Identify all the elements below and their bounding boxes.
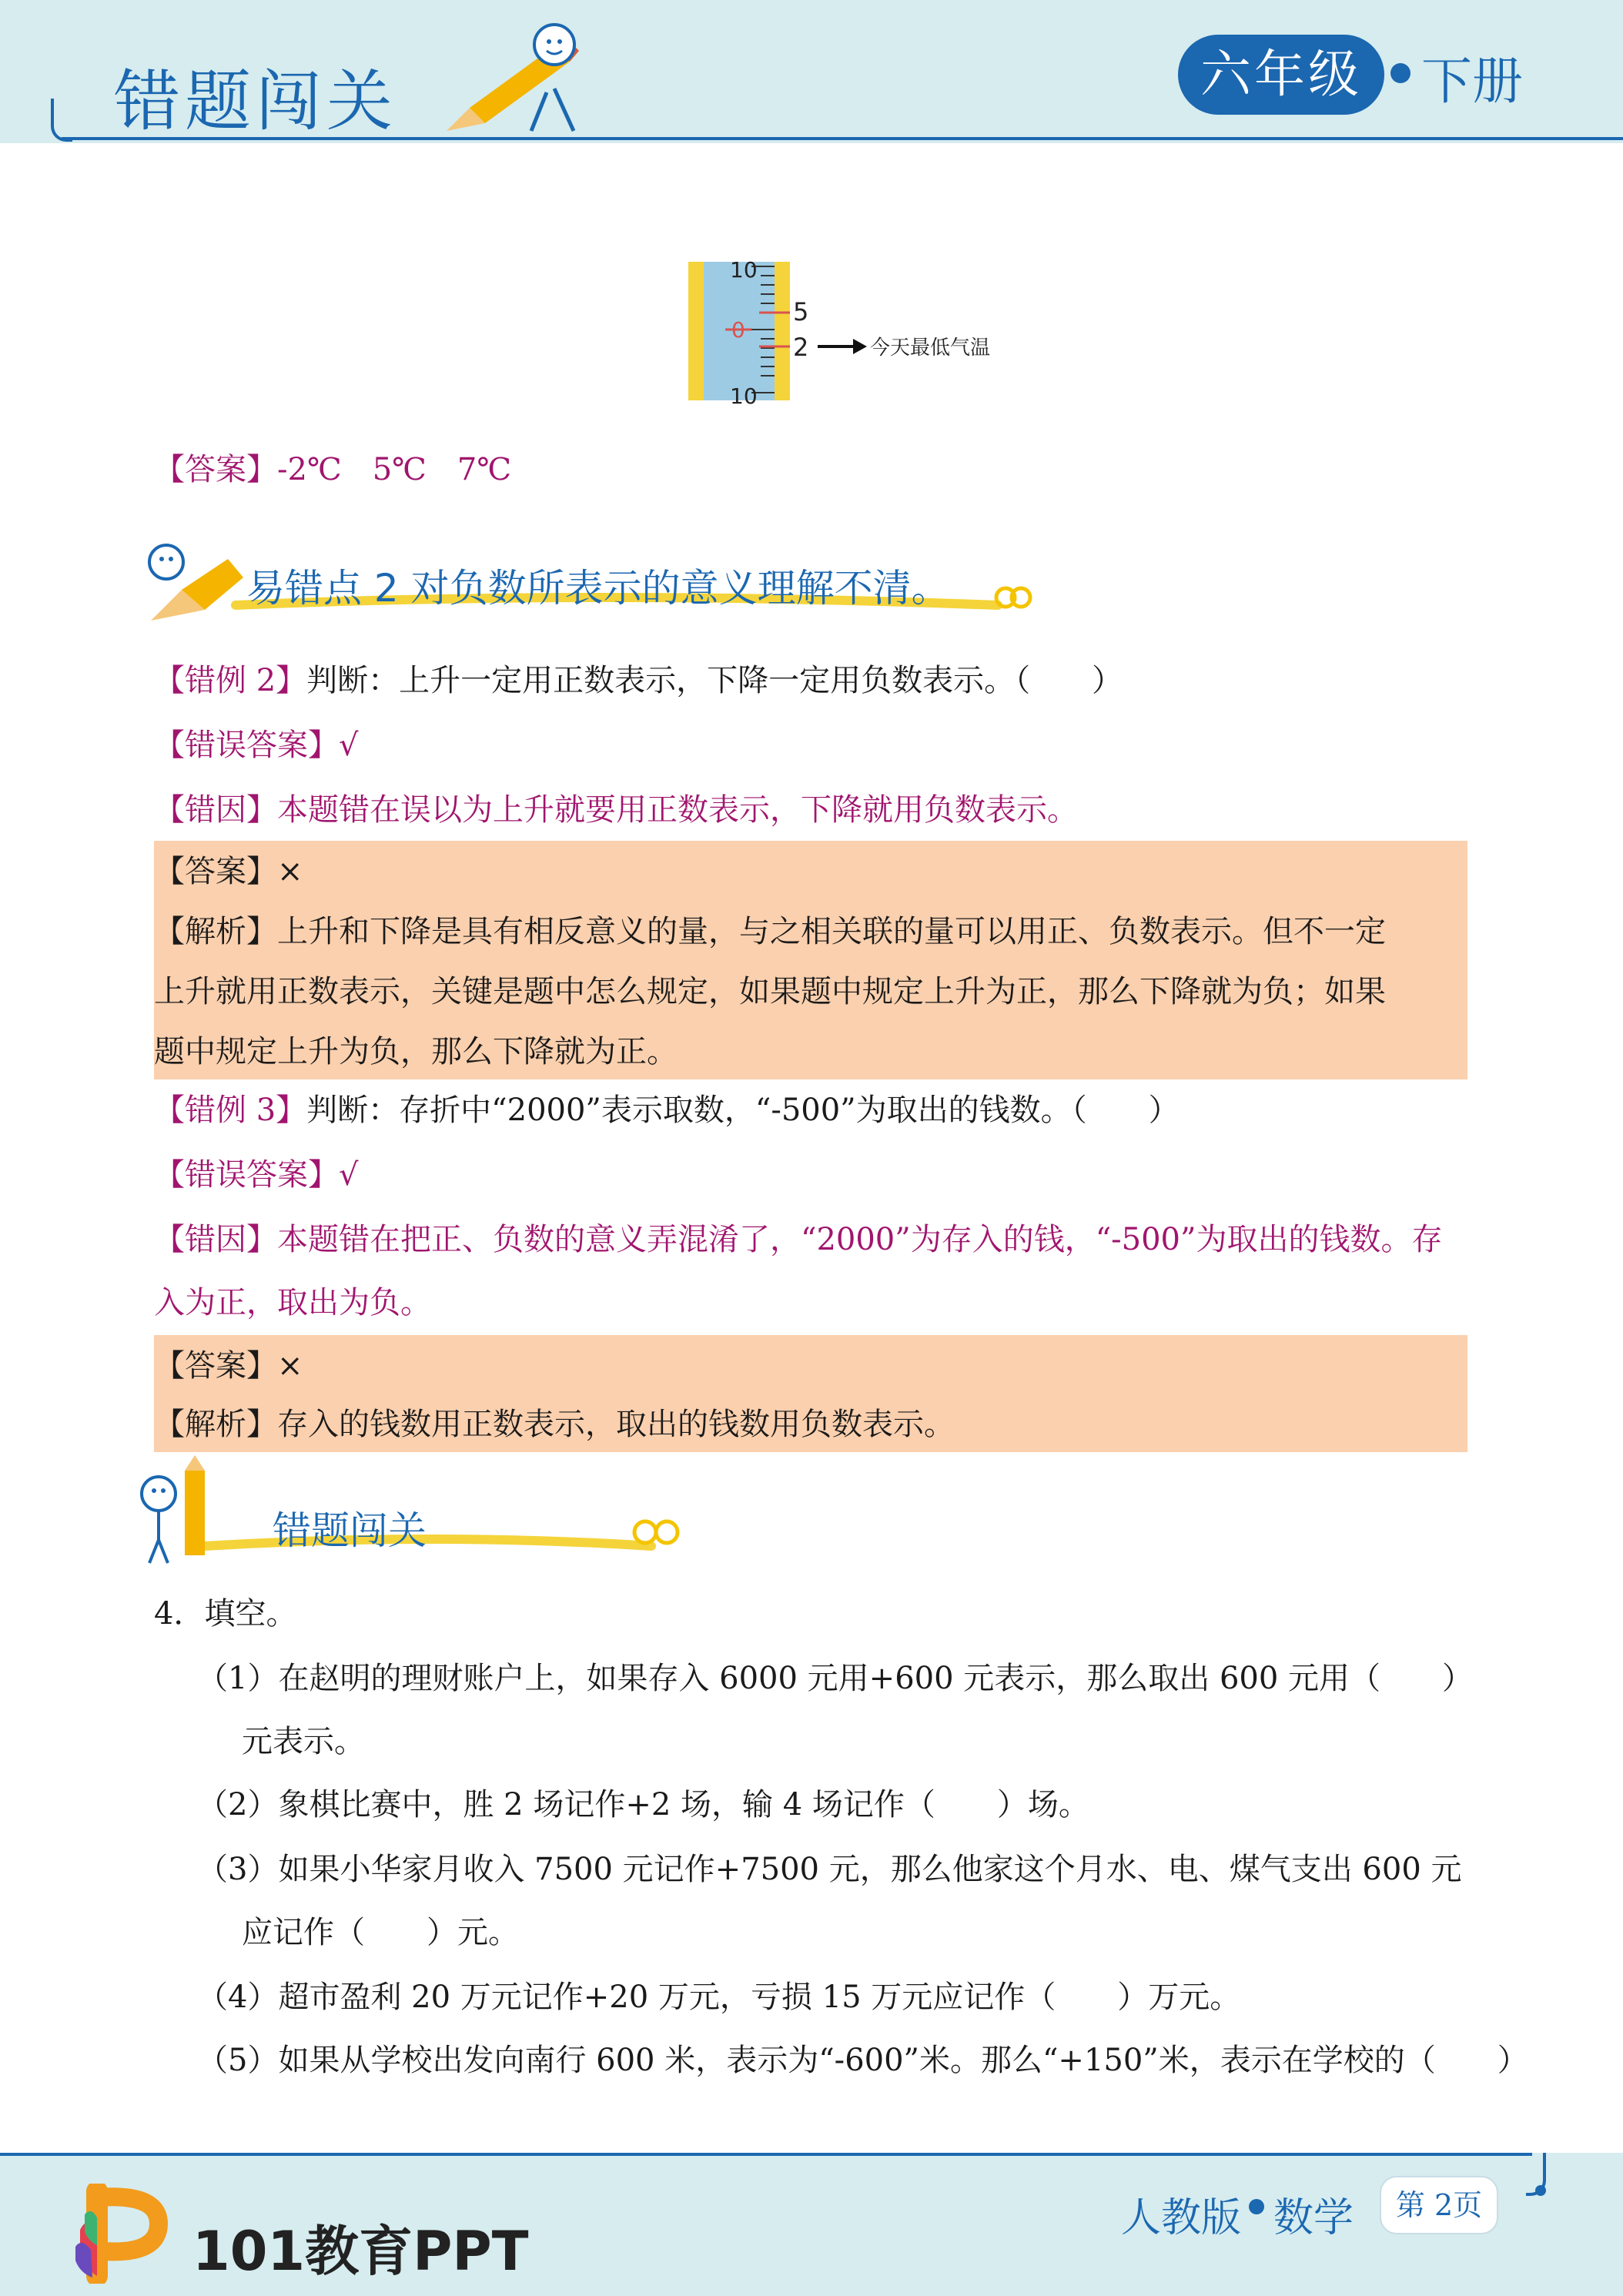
grade-separator-dot	[1390, 63, 1411, 83]
question-4-item-5: （5）如果从学校出发向南行 600 米，表示为“-600”米。那么“+150”米，表示在学校的（ ）	[197, 2043, 1528, 2078]
example-2-explanation-2: 上升就用正数表示，关键是题中怎么规定，如果题中规定上升为正，那么下降就为负；如果	[154, 974, 1386, 1009]
example-3-wrong-answer	[154, 1156, 359, 1193]
term-label: 下册	[1421, 52, 1523, 111]
header-hook-decoration	[51, 99, 72, 142]
question-4-title: 4．填空。	[154, 1596, 297, 1632]
thermo-zero-label: 0	[731, 317, 745, 343]
header-title: 错题闯关	[114, 63, 397, 140]
example-3-reason-1: 【错因】本题错在把正、负数的意义弄混淆了，“2000”为存入的钱，“-500”为取出的钱数。存	[154, 1222, 1443, 1257]
question-4-item-3-cont: 应记作（ ）元。	[242, 1915, 519, 1950]
footer-hook-dot	[1535, 2185, 1546, 2196]
question-4-item-3: （3）如果小华家月收入 7500 元记作+7500 元，那么他家这个月水、电、煤气支出 600 元	[197, 1852, 1462, 1887]
example-2-explanation-1: 【解析】上升和下降是具有相反意义的量，与之相关联的量可以用正、负数表示。但不一定	[154, 914, 1386, 949]
wrong-answer-value: √	[339, 728, 359, 763]
example-3-explanation: 【解析】存入的钱数用正数表示，取出的钱数用负数表示。	[154, 1407, 955, 1442]
example-3-reason-2: 入为正，取出为负。	[154, 1285, 431, 1320]
example-2-question	[154, 662, 1123, 699]
answer-1: 【答案】-2℃ 5℃ 7℃	[154, 452, 512, 487]
example-3-text: 判断：存折中“2000”表示取数，“-500”为取出的钱数。（ ）	[306, 1093, 1180, 1128]
edition-label: 人教版	[1121, 2195, 1242, 2241]
example-2-text: 判断：上升一定用正数表示，下降一定用负数表示。（ ）	[306, 663, 1123, 698]
wrong-answer-tag: 【错误答案】	[154, 728, 339, 763]
question-4-item-1-cont: 元表示。	[242, 1724, 365, 1759]
brand-name: 101教育PPT	[192, 2220, 529, 2283]
pencil-boy-icon	[439, 15, 593, 139]
edition-separator-dot	[1249, 2199, 1264, 2214]
example-3-question	[154, 1092, 1180, 1129]
wrong-answer-tag: 【错误答案】	[154, 1157, 339, 1193]
thermo-bottom-label: 10	[730, 383, 758, 408]
example-2-reason: 【错因】本题错在误以为上升就要用正数表示，下降就用负数表示。	[154, 792, 1078, 828]
wrong-answer-value: √	[339, 1157, 359, 1193]
example-2-explanation-3: 题中规定上升为负，那么下降就为正。	[154, 1034, 678, 1069]
brand-logo-icon	[74, 2184, 182, 2284]
question-4-item-4: （4）超市盈利 20 万元记作+20 万元，亏损 15 万元应记作（ ）万元。	[197, 1980, 1241, 2015]
thermometer-figure	[678, 254, 1001, 408]
thermo-mark-b: 2	[793, 333, 809, 362]
example-3-tag: 【错例 3】	[154, 1093, 307, 1128]
question-4-item-1: （1）在赵明的理财账户上，如果存入 6000 元用+600 元表示，那么取出 600 元用（ ）	[197, 1661, 1474, 1696]
example-2-tag: 【错例 2】	[154, 663, 307, 698]
thermo-caption: 今天最低气温	[870, 336, 991, 360]
question-4-item-2: （2）象棋比赛中，胜 2 场记作+2 场，输 4 场记作（ ）场。	[197, 1787, 1089, 1822]
example-2-wrong-answer	[154, 727, 359, 764]
thermo-top-label: 10	[730, 257, 758, 283]
page-number: 第 2页	[1380, 2176, 1498, 2234]
subject-label: 数学	[1273, 2195, 1354, 2241]
example-3-answer: 【答案】×	[154, 1348, 303, 1384]
thermo-mark-a: 5	[793, 297, 809, 326]
footer-divider	[0, 2153, 1532, 2156]
section-3-title: 错题闯关	[273, 1508, 427, 1553]
grade-badge: 六年级	[1178, 35, 1384, 115]
example-2-answer: 【答案】×	[154, 854, 303, 889]
section-2-title: 易错点 2 对负数所表示的意义理解不清。	[246, 566, 950, 611]
